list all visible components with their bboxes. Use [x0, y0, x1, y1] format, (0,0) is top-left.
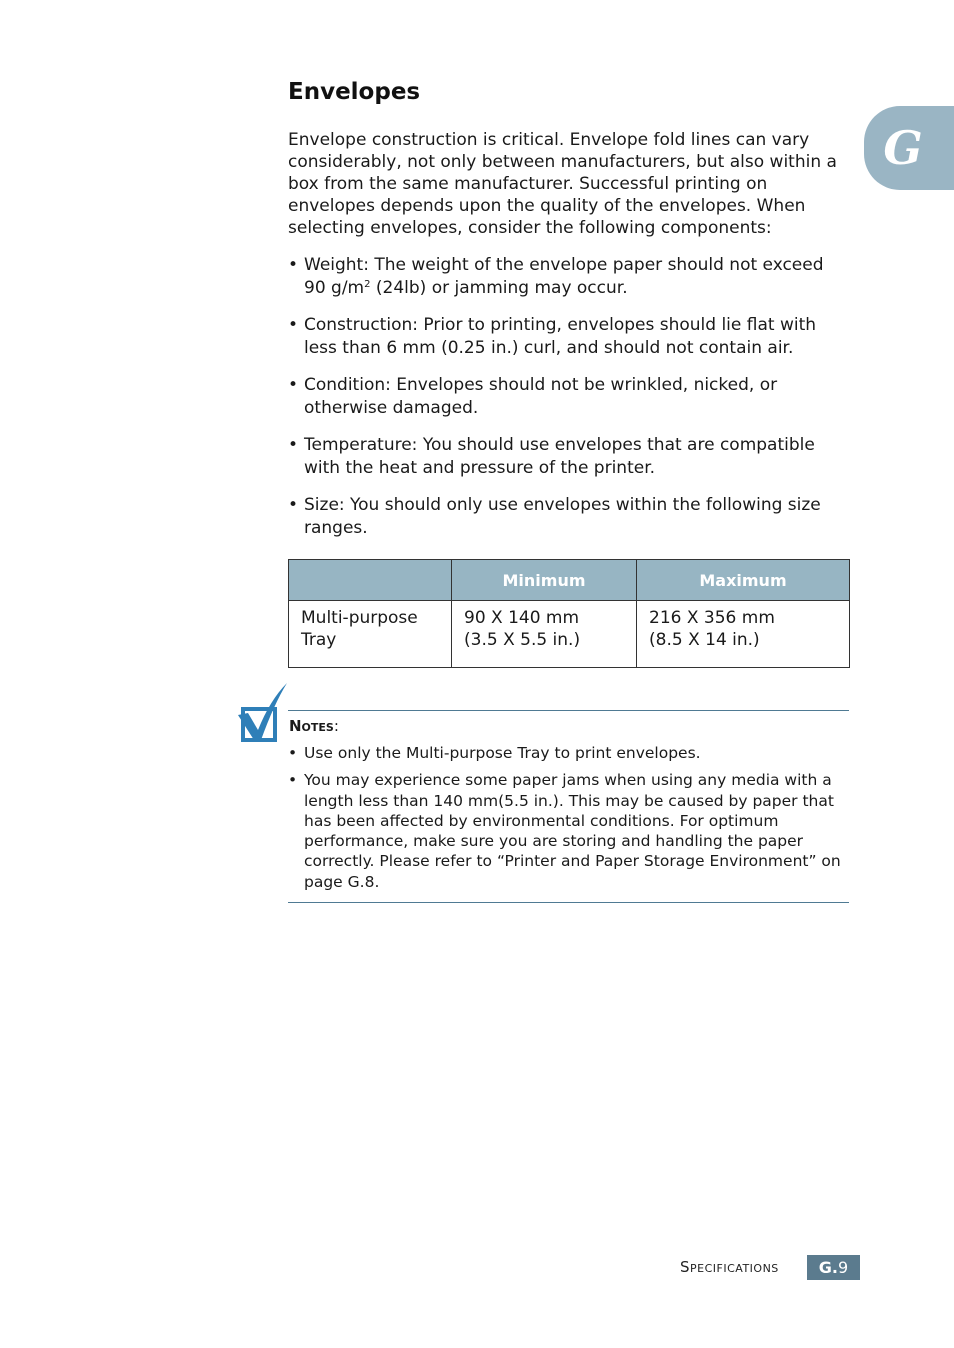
header-cell-minimum: Minimum — [452, 560, 637, 601]
cell-line: Tray — [301, 630, 337, 650]
notes-label: Notes: — [289, 717, 339, 735]
notes-label-text: Notes — [289, 717, 334, 735]
note-divider-top — [288, 710, 849, 711]
checkmark-note-icon — [237, 682, 287, 744]
weight-text-end: (24lb) or jamming may occur. — [370, 278, 628, 298]
list-item-size: • Size: You should only use envelopes within the following size ranges. — [288, 494, 850, 540]
envelope-size-table — [288, 559, 850, 668]
page-number: 9 — [838, 1258, 849, 1277]
header-cell-maximum: Maximum — [637, 560, 850, 601]
page-number-badge — [807, 1255, 860, 1280]
intro-paragraph: Envelope construction is critical. Envelope fold lines can vary considerably, not only between manufacturers, but also within a box from the same manufacturer. Successful printing on envelopes depends upon the quality of the envelopes. When selecting envelopes, consider the following components: — [288, 130, 837, 238]
list-item: • You may experience some paper jams when using any media with a length less than 140 mm(5.5 in.). This may be caused by paper that has been affected by environmental conditions. For optimum performance, make sure you are storing and handling the paper correctly. Please refer to “Printer and Paper Storage Environment” on page G.8. — [288, 770, 848, 892]
list-item-weight — [288, 254, 850, 300]
table-row — [289, 601, 850, 668]
component-list — [288, 254, 850, 554]
header-cell-blank — [289, 560, 452, 601]
note-divider-bottom — [288, 902, 849, 903]
cell-maximum — [637, 601, 850, 668]
cell-line: (3.5 X 5.5 in.) — [464, 630, 581, 650]
list-item: • Use only the Multi-purpose Tray to print envelopes. — [288, 743, 848, 763]
cell-line: (8.5 X 14 in.) — [649, 630, 760, 650]
chapter-letter: G — [883, 121, 923, 175]
cell-line: Multi-purpose — [301, 608, 418, 628]
list-item-temperature: • Temperature: You should use envelopes that are compatible with the heat and pressure of the printer. — [288, 434, 850, 480]
superscript: 2 — [364, 279, 371, 290]
cell-line: 216 X 356 mm — [649, 608, 775, 628]
cell-line: 90 X 140 mm — [464, 608, 580, 628]
cell-tray-label — [289, 601, 452, 668]
weight-text: Weight: The weight of the envelope paper should not exceed 90 g/m — [304, 255, 824, 298]
page-prefix: G. — [818, 1258, 839, 1277]
section-title: Envelopes — [288, 79, 421, 105]
list-item-condition: • Condition: Envelopes should not be wrinkled, nicked, or otherwise damaged. — [288, 374, 850, 420]
table-header-row — [289, 560, 850, 601]
footer-section-label: Specifications — [680, 1258, 779, 1276]
notes-list — [288, 743, 848, 899]
cell-minimum — [452, 601, 637, 668]
list-item-construction: • Construction: Prior to printing, envelopes should lie flat with less than 6 mm (0.25 in.) curl, and should not contain air. — [288, 314, 850, 360]
